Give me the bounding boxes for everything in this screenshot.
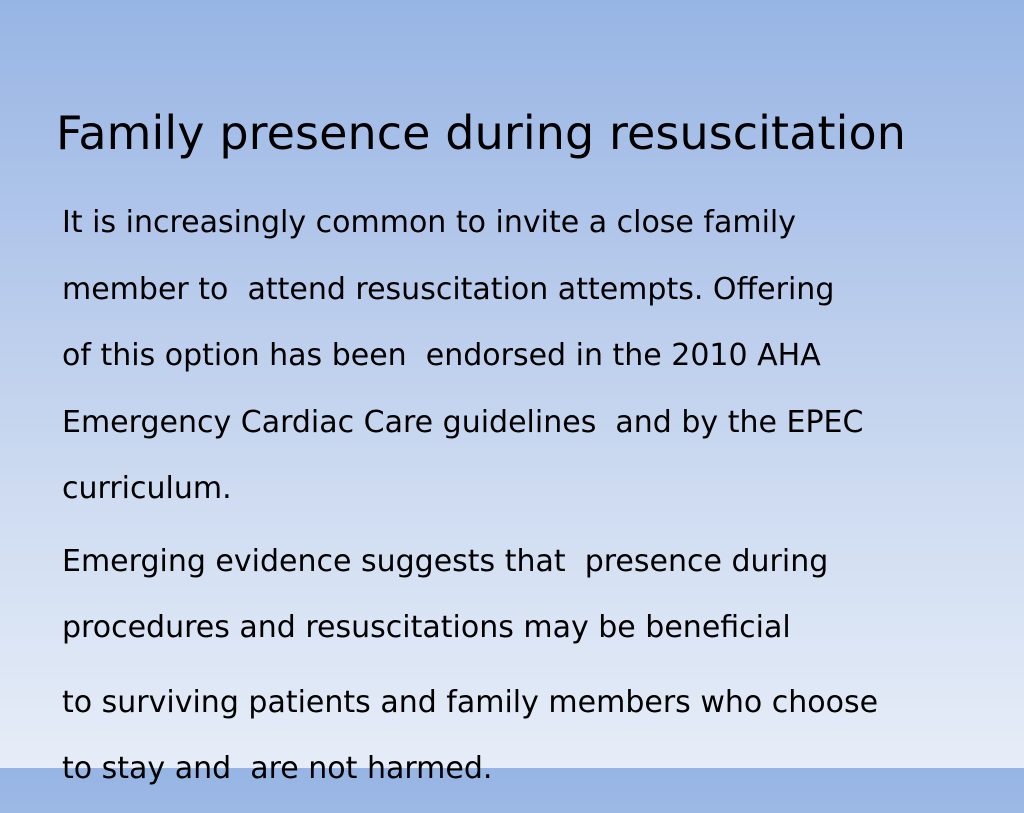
text-line: member to attend resuscitation attempts. Offering: [62, 271, 835, 307]
text-line: It is increasingly common to invite a close family: [62, 205, 797, 240]
text-line: to surviving patients and family members who choose: [62, 684, 879, 720]
text-line: of this option has been endorsed in the 2010 AHA: [62, 338, 821, 373]
slide-body: [62, 200, 992, 813]
slide-title: Family presence during resuscitation: [56, 106, 906, 160]
text-line: to stay and are not harmed.: [62, 751, 493, 786]
paragraph-outcome: [62, 680, 992, 813]
text-line: curriculum.: [62, 471, 232, 506]
text-line: Emergency Cardiac Care guidelines and by the EPEC: [62, 404, 864, 440]
paragraph-evidence: [62, 539, 992, 672]
paragraph-invitation: [62, 200, 992, 533]
text-line: procedures and resuscitations may be beneficial: [62, 610, 791, 645]
text-line: Emerging evidence suggests that presence during: [62, 543, 829, 579]
